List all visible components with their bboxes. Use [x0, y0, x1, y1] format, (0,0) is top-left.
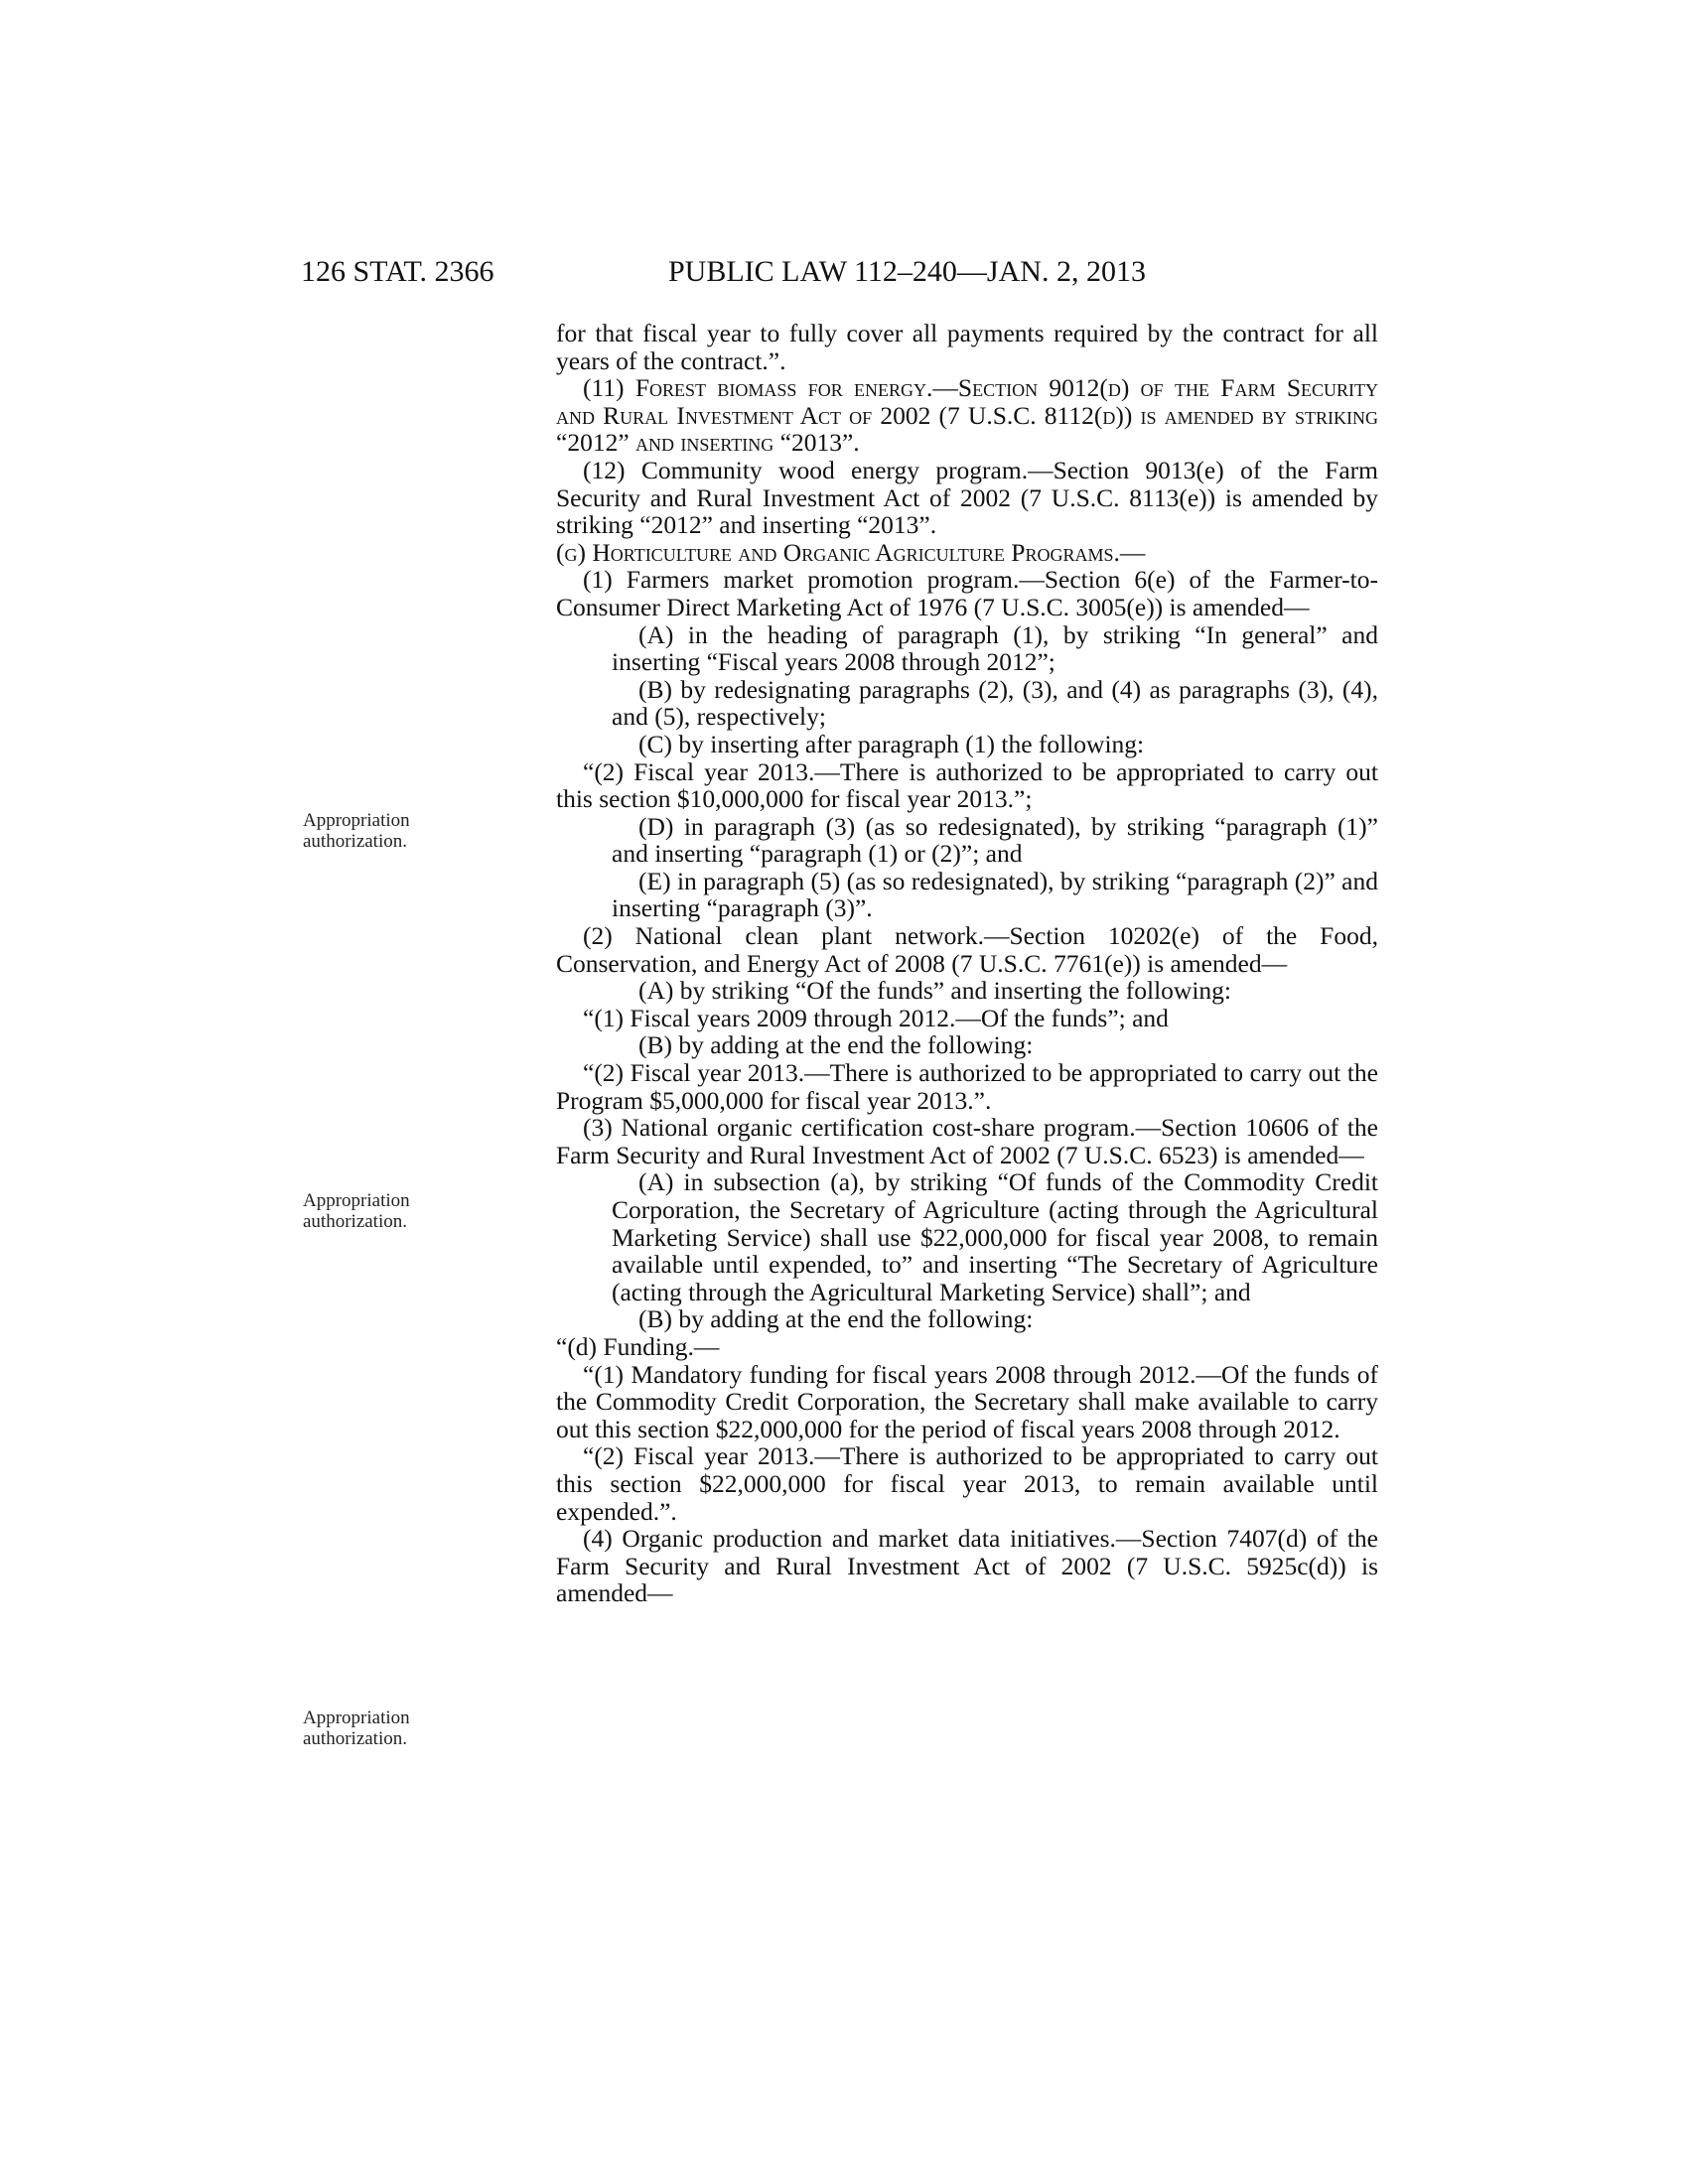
quoted-paragraph: “(2) Fiscal year 2013.—There is authorized to be appropriated to carry out this section $10,000,000 for fiscal year 2013.”;	[556, 756, 1378, 814]
paragraph: for that fiscal year to fully cover all payments required by the contract for all years of the contract.”.	[556, 319, 1378, 375]
subparagraph: (B) by adding at the end the following:	[638, 1304, 1034, 1334]
subparagraph: (A) in subsection (a), by striking “Of funds of the Commodity Credit Corporation, the Secretary of Agriculture (acting through the Agricultural Marketing Service) shall use $22,000,000 for fiscal year 2008, to remain available until expended, to” and inserting “The Secretary of Agriculture (acting through the Agricultural Marketing Service) shall”; and	[612, 1167, 1378, 1306]
subparagraph: (E) in paragraph (5) (as so redesignated), by striking “paragraph (2)” and inserting “paragraph (3)”.	[612, 866, 1378, 923]
quoted-paragraph: “(1) Fiscal years 2009 through 2012.—Of the funds”; and	[583, 1003, 1169, 1032]
paragraph: (1) Farmers market promotion program.—Section 6(e) of the Farmer-to-Consumer Direct Marketing Act of 1976 (7 U.S.C. 3005(e)) is amended—	[556, 565, 1378, 621]
margin-note: Appropriation authorization.	[303, 1190, 410, 1232]
quoted-heading: “(d) Funding.—	[556, 1331, 720, 1361]
subparagraph: (D) in paragraph (3) (as so redesignated), by striking “paragraph (1)” and inserting “paragraph (1) or (2)”; and	[612, 811, 1378, 869]
section-heading: (g) Horticulture and Organic Agriculture Programs.—	[556, 537, 1146, 567]
paragraph: (4) Organic production and market data initiatives.—Section 7407(d) of the Farm Security and Rural Investment Act of 2002 (7 U.S.C. 5925c(d)) is amended—	[556, 1524, 1378, 1608]
paragraph: (11) Forest biomass for energy.—Section 9012(d) of the Farm Security and Rural Investment Act of 2002 (7 U.S.C. 8112(d)) is amended by striking “2012” and inserting “2013”.	[556, 373, 1378, 458]
public-law-title: PUBLIC LAW 112–240—JAN. 2, 2013	[668, 255, 1146, 288]
quoted-paragraph: “(2) Fiscal year 2013.—There is authorized to be appropriated to carry out the Program $5,000,000 for fiscal year 2013.”.	[556, 1058, 1378, 1115]
subparagraph: (B) by adding at the end the following:	[638, 1030, 1034, 1060]
statute-body	[556, 320, 1378, 1607]
subparagraph: (C) by inserting after paragraph (1) the following:	[638, 729, 1145, 758]
paragraph: (12) Community wood energy program.—Section 9013(e) of the Farm Security and Rural Investment Act of 2002 (7 U.S.C. 8113(e)) is amended by striking “2012” and inserting “2013”.	[556, 455, 1378, 540]
margin-note: Appropriation authorization.	[303, 810, 410, 852]
stat-page-number: 126 STAT. 2366	[301, 255, 494, 288]
margin-note: Appropriation authorization.	[303, 1707, 410, 1749]
quoted-paragraph: “(2) Fiscal year 2013.—There is authorized to be appropriated to carry out this section $22,000,000 for fiscal year 2013, to remain available until expended.”.	[556, 1441, 1378, 1526]
subparagraph: (A) by striking “Of the funds” and inserting the following:	[638, 976, 1232, 1006]
quoted-paragraph: “(1) Mandatory funding for fiscal years 2008 through 2012.—Of the funds of the Commodity Credit Corporation, the Secretary shall make available to carry out this section $22,000,000 for the period of fiscal years 2008 through 2012.	[556, 1359, 1378, 1443]
subparagraph: (A) in the heading of paragraph (1), by striking “In general” and inserting “Fiscal years 2008 through 2012”;	[612, 619, 1378, 677]
paragraph: (3) National organic certification cost-share program.—Section 10606 of the Farm Security and Rural Investment Act of 2002 (7 U.S.C. 6523) is amended—	[556, 1113, 1378, 1169]
subparagraph: (B) by redesignating paragraphs (2), (3), and (4) as paragraphs (3), (4), and (5), respectively;	[612, 674, 1378, 732]
paragraph: (2) National clean plant network.—Section 10202(e) of the Food, Conservation, and Energy Act of 2008 (7 U.S.C. 7761(e)) is amended—	[556, 921, 1378, 978]
running-header	[301, 252, 1378, 292]
